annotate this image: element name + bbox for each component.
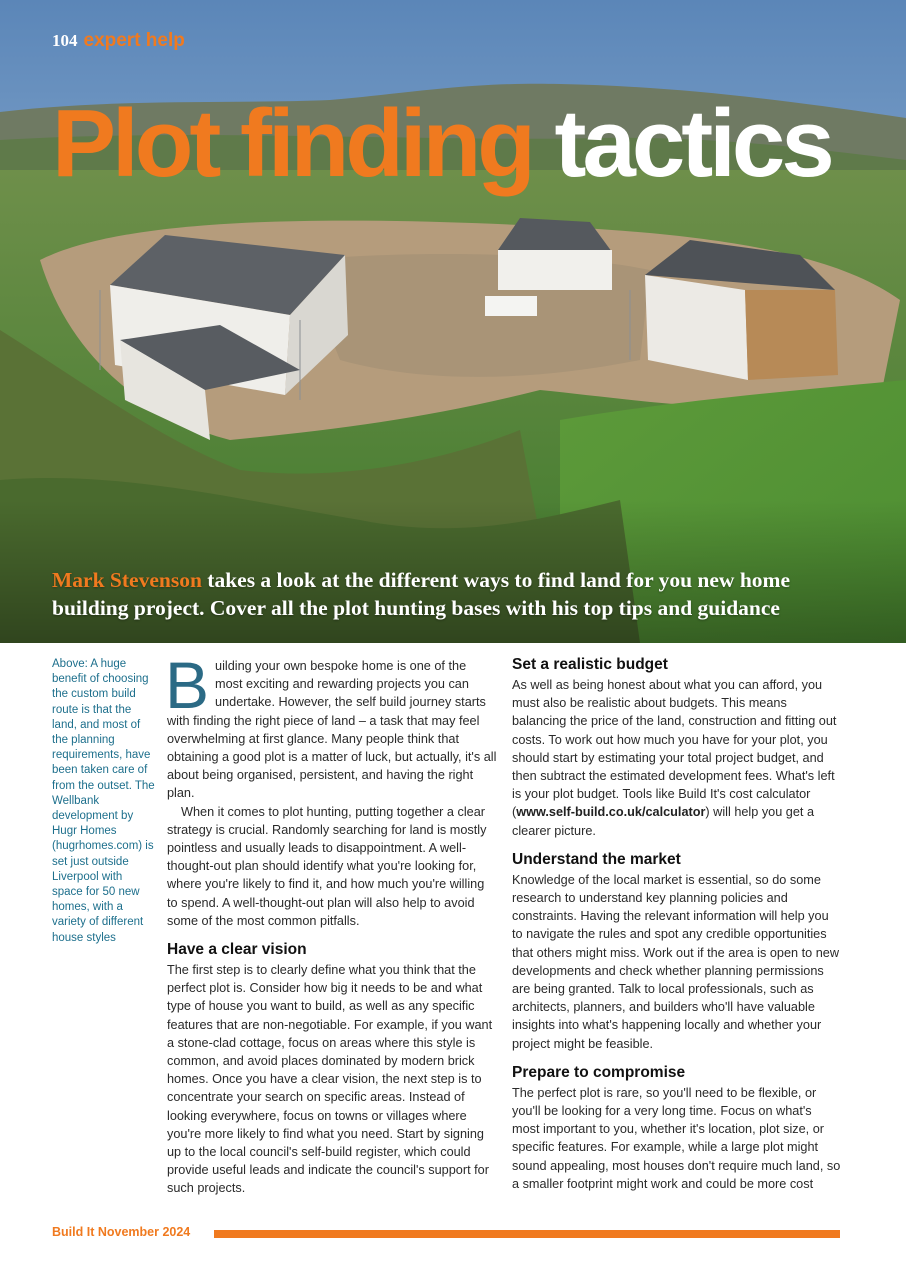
standfirst-text: takes a look at the different ways to find land for you new home building project. Cover all the plot hunting bases with his top tips and guidance — [52, 568, 790, 620]
author-name: Mark Stevenson — [52, 568, 202, 592]
subheading-compromise: Prepare to compromise — [512, 1063, 686, 1081]
page-footer — [52, 1225, 840, 1243]
paragraph: The perfect plot is rare, so you'll need to be flexible, or you'll be looking for a very long time. Focus on what's most important to you, whether it's location, plot size, or specific features. For example, while a large plot might sound appealing, most houses don't require much land, so a smaller footprint might work and could be more cost — [512, 1085, 841, 1191]
title-part-white: tactics — [554, 90, 831, 197]
page-number: 104 — [52, 31, 78, 50]
subheading-market: Understand the market — [512, 850, 681, 868]
subheading-clear-vision: Have a clear vision — [167, 941, 307, 959]
photo-caption: Above: A huge benefit of choosing the custom build route is that the land, and most of the planning requirements, have been taken care of from the outset. The Wellbank development by Hugr Homes (hugrhomes.com) is set just outside Liverpool with space for 50 new homes, with a variety of different house styles — [52, 658, 155, 944]
paragraph: When it comes to plot hunting, putting together a clear strategy is crucial. Randomly searching for land is mostly pointless and usually leads to disappointment. A well-thought-out plan should identify what you're looking for, where you're likely to find it, and how much you're willing to spend. A well-thought-out plan will also help to avoid some of the most common pitfalls. — [167, 804, 487, 928]
body-column-2 — [512, 655, 842, 1193]
paragraph — [512, 676, 842, 840]
budget-text-end: ) will help you get a clearer picture. — [512, 805, 815, 838]
calculator-link[interactable]: www.self-build.co.uk/calculator — [516, 805, 706, 820]
footer-credit — [52, 1225, 190, 1239]
intro-text: uilding your own bespoke home is one of the most exciting and rewarding projects you can undertake. However, the self build journey starts with finding the right piece of land – a task that may feel overwhelming at first glance. Many people think that obtaining a good plot is a matter of luck, but actually, it's all about being organised, persistent, and having the right plan. — [167, 659, 497, 801]
budget-text-start: As well as being honest about what you can afford, you must also be realistic about budgets. This means balancing the price of the land, construction and fitting out costs. To work out how much you have for your plot, you should start by estimating your total project budget, and then subtract the estimated development fees. What's left is your plot budget. Tools like Build It's cost calculator ( — [512, 678, 837, 820]
title-part-orange: Plot finding — [52, 90, 532, 197]
subheading-budget: Set a realistic budget — [512, 656, 668, 673]
intro-paragraph — [165, 648, 497, 803]
magazine-name: Build It — [52, 1225, 95, 1239]
standfirst — [52, 566, 852, 622]
section-label: expert help — [83, 30, 185, 51]
body-column-1 — [165, 648, 497, 1198]
footer-rule — [214, 1230, 840, 1238]
article-title — [52, 90, 831, 197]
paragraph: The first step is to clearly define what you think that the perfect plot is. Consider how big it needs to be and what type of house you want to build, as well as any specific features that are non-negotiable. For example, if you want a stone-clad cottage, focus on areas where this style is common, and avoid places dominated by modern brick homes. Once you have a clear vision, the next step is to concentrate your search on specific areas. Instead of looking everywhere, focus on towns or villages where you're more likely to find what you need. Start by signing up to the local council's self-build register, which could provide useful leads and indicate the council's support for such projects. — [167, 963, 493, 1196]
page-header — [52, 30, 185, 52]
paragraph: Knowledge of the local market is essential, so do some research to understand key planning policies and constraints. Having the relevant information will help you to navigate the rules and spot any credible opportunities that others might miss. Work out if the area is open to new developments and check whether planning permissions are being granted. Talk to local professionals, such as architects, planners, and builders who'll have valuable insights into what's happening locally and whether your project might be feasible. — [512, 872, 839, 1051]
issue-date: November 2024 — [97, 1225, 191, 1239]
drop-cap: B — [165, 648, 210, 722]
